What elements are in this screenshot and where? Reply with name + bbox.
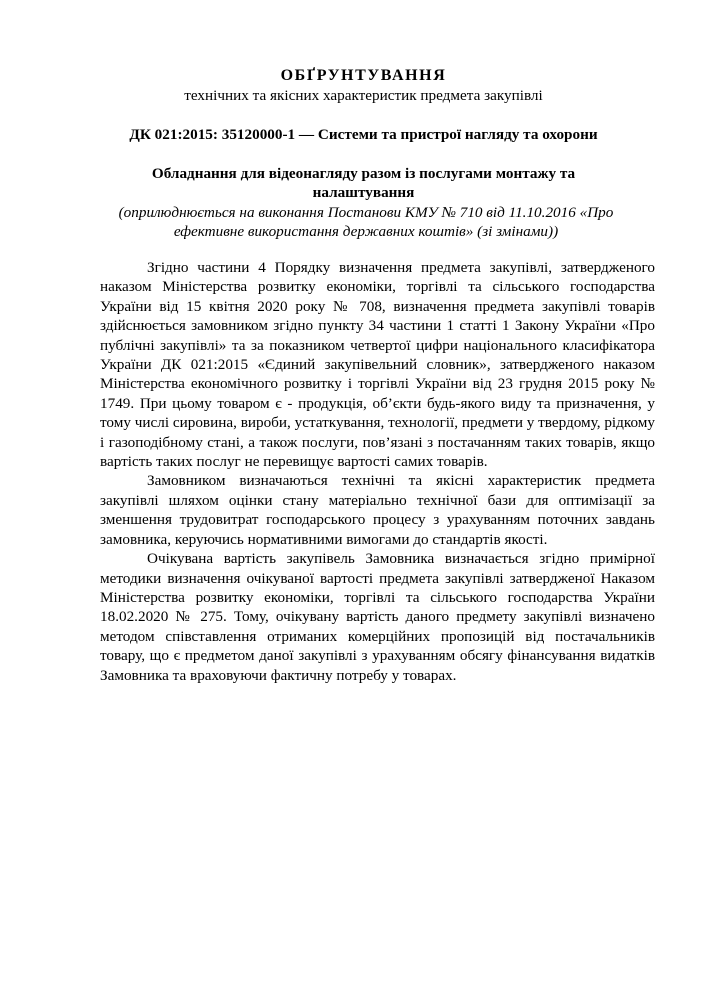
body-paragraph-1: Згідно частини 4 Порядку визначення предмета закупівлі, затвердженого наказом Міністерства розвитку економіки, торгівлі та сільського господарства України від 15 квітня 2020 року № 708, визначення предмета закупівлі товарів здійснюється замовником згідно пункту 34 частини 1 статті 1 Закону України «Про публічні закупівлі» та за показником четвертої цифри національного класифікатора України ДК 021:2015 «Єдиний закупівельний словник», затвердженого наказом Міністерства економічного розвитку і торгівлі України від 23 грудня 2015 року № 1749. При цьому товаром є - продукція, об’єкти будь-якого виду та призначення, у тому числі сировина, вироби, устаткування, технології, предмети у твердому, рідкому і газоподібному стані, а також послуги, пов’язані з постачанням таких товарів, якщо вартість таких послуг не перевищує вартості самих товарів. bbox=[100, 259, 655, 471]
document-body bbox=[100, 258, 655, 685]
document-title: ОБҐРУНТУВАННЯ bbox=[280, 67, 447, 84]
procurement-item-heading: Обладнання для відеонагляду разом із послугами монтажу та налаштування bbox=[151, 165, 576, 201]
publication-note: (оприлюднюється на виконання Постанови КМУ № 710 від 11.10.2016 «Про ефективне використання державних коштів» (зі змінами)) bbox=[118, 204, 614, 240]
document-subtitle: технічних та якісних характеристик предмета закупівлі bbox=[184, 87, 543, 104]
dk-code-heading: ДК 021:2015: 35120000-1 — Системи та пристрої нагляду та охорони bbox=[129, 126, 598, 143]
body-paragraph-3: Очікувана вартість закупівель Замовника визначається згідно примірної методики визначення очікуваної вартості предмета закупівлі затвердженої Наказом Міністерства розвитку економіки, торгівлі та сільського господарства України 18.02.2020 № 275. Тому, очікувану вартість даного предмету закупівлі визначено методом співставлення отриманих комерційних пропозицій від постачальників товару, що є предметом даної закупівлі з урахуванням обсягу фінансування видатків Замовника та враховуючи фактичну потребу у товарах. bbox=[100, 550, 655, 684]
body-paragraph-2: Замовником визначаються технічні та якісні характеристик предмета закупівлі шляхом оцінки стану матеріально технічної бази для оптимізації за зменшення трудовитрат господарського процесу з урахуванням поточних завдань замовника, керуючись нормативними вимогами до стандартів якості. bbox=[100, 472, 655, 548]
